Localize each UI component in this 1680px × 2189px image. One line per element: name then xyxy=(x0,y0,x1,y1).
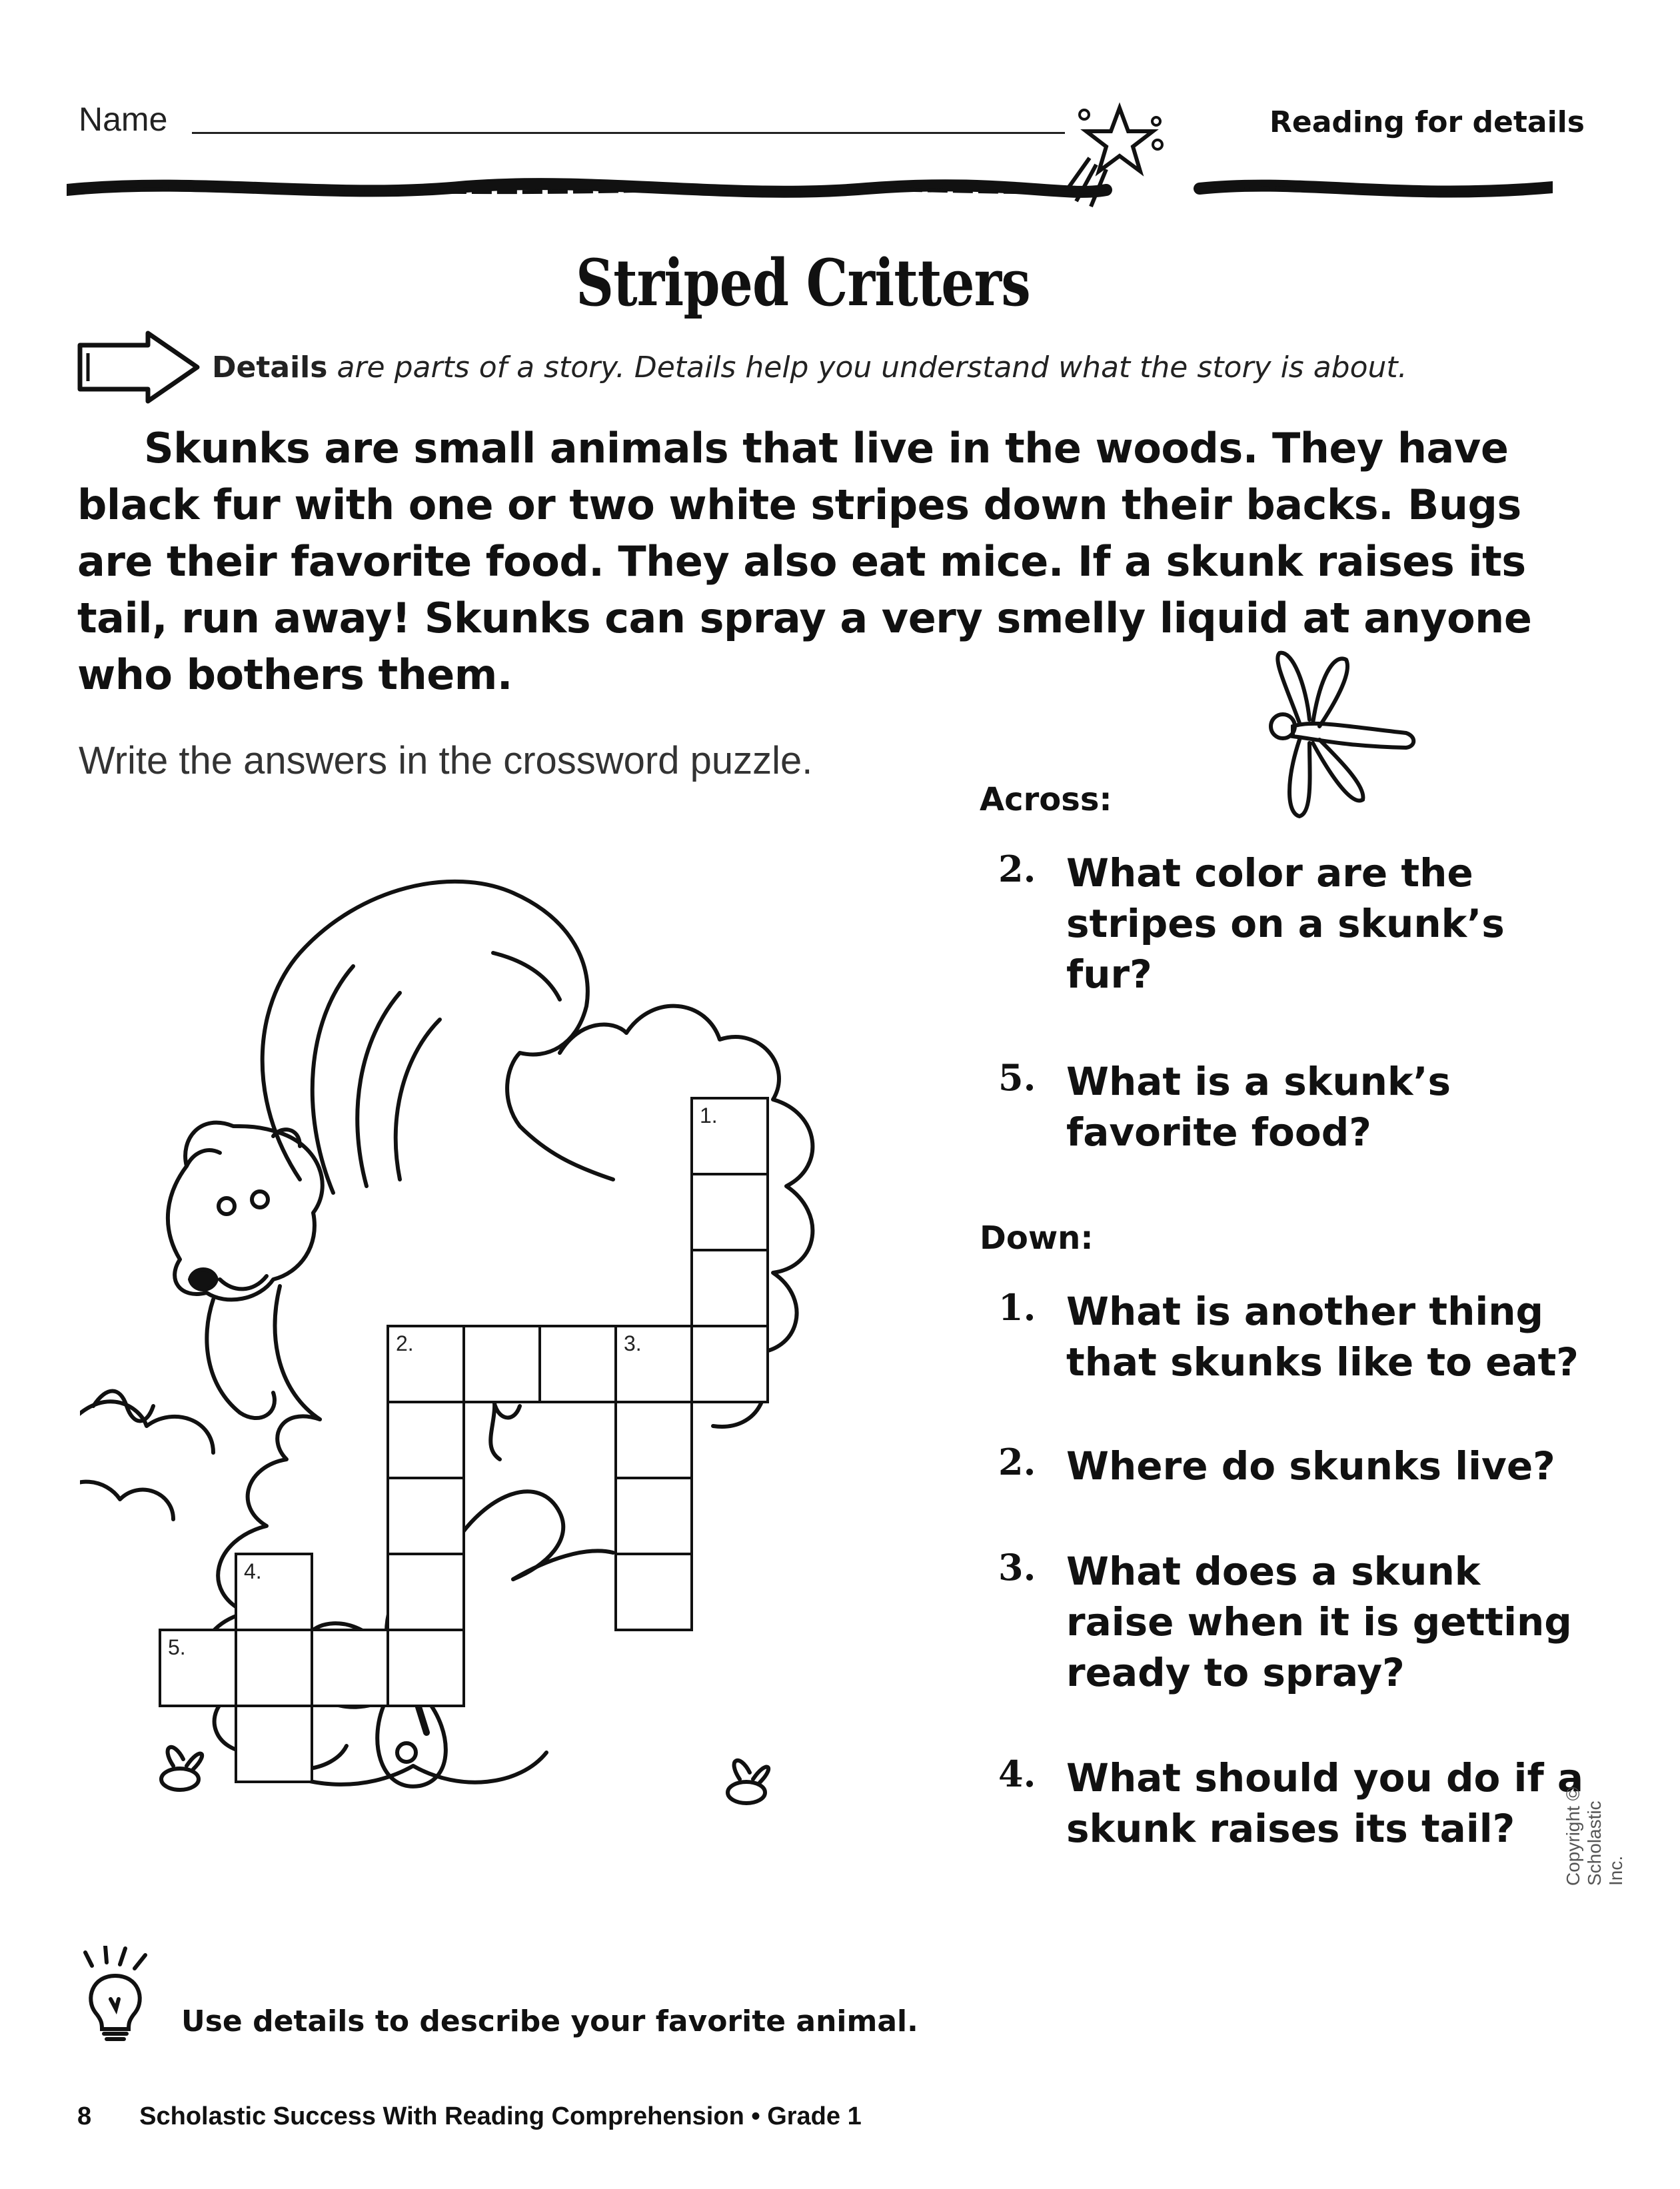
crossword-cell[interactable] xyxy=(614,1553,693,1631)
across-heading: Across: xyxy=(980,781,1112,818)
cell-number: 1. xyxy=(700,1103,718,1127)
crossword-cell[interactable] xyxy=(387,1553,465,1631)
cell-number: 2. xyxy=(396,1331,414,1355)
brush-divider xyxy=(67,170,1553,210)
crossword-cell[interactable] xyxy=(311,1629,389,1707)
clue-number: 4. xyxy=(998,1753,1036,1795)
clue-text: Where do skunks live? xyxy=(1066,1443,1555,1489)
crossword-cell[interactable] xyxy=(462,1325,541,1403)
instruction: Write the answers in the crossword puzzle. xyxy=(79,739,813,782)
clue-number: 2. xyxy=(998,848,1036,890)
crossword-cell[interactable] xyxy=(690,1249,769,1327)
copyright: Copyright © Scholastic Inc. xyxy=(1563,1787,1626,1886)
clue-text: What does a skunk raise when it is getting ready to spray? xyxy=(1066,1549,1572,1695)
footer xyxy=(77,2102,862,2131)
details-tip xyxy=(212,351,1407,384)
crossword-cell[interactable] xyxy=(538,1325,617,1403)
crossword-cell[interactable] xyxy=(235,1705,313,1783)
crossword-cell[interactable] xyxy=(614,1477,693,1555)
clue-number: 2. xyxy=(998,1441,1036,1483)
crossword-cell[interactable] xyxy=(235,1553,313,1631)
clue-text: What is a skunk’s favorite food? xyxy=(1066,1059,1451,1155)
clue-text: What color are the stripes on a skunk’s fur? xyxy=(1066,850,1505,997)
tip-text: are parts of a story. Details help you understand what the story is about. xyxy=(337,351,1407,384)
crossword-cell[interactable] xyxy=(614,1325,693,1403)
crossword-cell[interactable] xyxy=(159,1629,237,1707)
cell-number: 3. xyxy=(624,1331,642,1355)
clue-number: 3. xyxy=(998,1546,1036,1589)
lightbulb-icon xyxy=(79,1946,159,2046)
down-heading: Down: xyxy=(980,1219,1094,1257)
crossword-cell[interactable] xyxy=(387,1477,465,1555)
crossword-cell[interactable] xyxy=(690,1097,769,1175)
extension-prompt: Use details to describe your favorite animal. xyxy=(181,2004,918,2038)
crossword-cell[interactable] xyxy=(387,1401,465,1479)
crossword-cell[interactable] xyxy=(235,1629,313,1707)
book-title: Scholastic Success With Reading Comprehension • Grade 1 xyxy=(139,2102,862,2130)
crossword-cell[interactable] xyxy=(690,1173,769,1251)
clue-number: 1. xyxy=(998,1286,1036,1329)
crossword-cell[interactable] xyxy=(690,1325,769,1403)
name-line[interactable] xyxy=(192,132,1065,134)
crossword-cell[interactable] xyxy=(387,1629,465,1707)
name-label: Name xyxy=(79,101,168,138)
tip-keyword: Details xyxy=(212,351,328,384)
dragonfly-icon xyxy=(1246,646,1433,826)
page-title: Striped Critters xyxy=(576,245,1030,321)
page-number: 8 xyxy=(77,2102,92,2130)
cell-number: 5. xyxy=(168,1635,186,1659)
arrow-icon xyxy=(75,331,201,404)
section-label: Reading for details xyxy=(1269,105,1585,139)
clue-text: What should you do if a skunk raises its tail? xyxy=(1066,1755,1584,1851)
crossword-cell[interactable] xyxy=(614,1401,693,1479)
crossword-cell[interactable] xyxy=(387,1325,465,1403)
clue-number: 5. xyxy=(998,1056,1036,1099)
cell-number: 4. xyxy=(244,1559,262,1583)
clue-text: What is another thing that skunks like to eat? xyxy=(1066,1289,1579,1385)
reading-passage: Skunks are small animals that live in the woods. They have black fur with one or two white stripes down their backs. Bugs are their favorite food. They also eat mice. If a skunk raises its tail, run away! Skunks can spray a very smelly liquid at anyone who bothers them. xyxy=(77,424,1532,699)
